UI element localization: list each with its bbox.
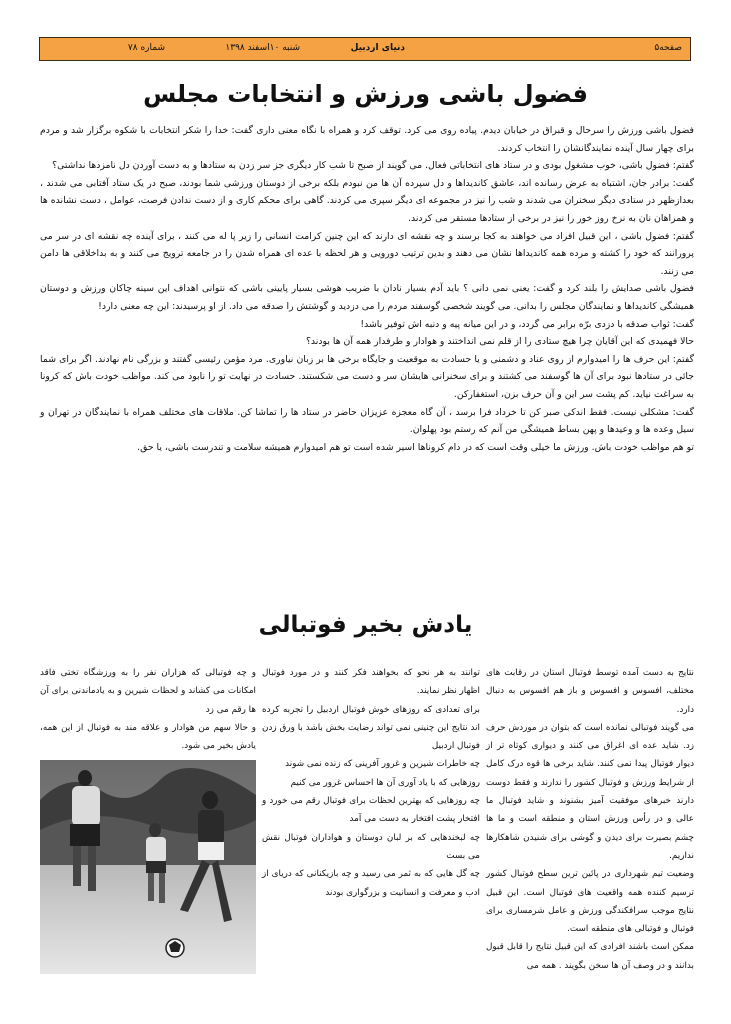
page-number: صفحه۵ bbox=[654, 43, 682, 53]
page-header bbox=[39, 37, 691, 61]
issue-date: شنبه ۱۰اسفند ۱۳۹۸ bbox=[225, 43, 300, 53]
paragraph: نتایج به دست آمده توسط فوتبال استان در رقابت های مختلف، افسوس و افسوس و باز هم افسوس به دنبال دارد. bbox=[486, 668, 694, 715]
paragraph: و حالا سهم من هوادار و علاقه مند به فوتبال از این همه، یادش بخیر می شود. bbox=[40, 722, 256, 752]
issue-number: شماره ۷۸ bbox=[127, 43, 165, 53]
paragraph: فضول باشی صدایش را بلند کرد و گفت: یعنی نمی دانی ؟ باید آدم بسیار نادان با ضریب هوشی بسیار پایینی باشی که نتوانی اهداف این سینه چاکان ورزش و دوستان همیشگی کاندیداها و نمایندگان مجلس را بدانی. می گویند شخصی گوسفند مردم را می دزدید و گوشتش را صدقه می داد. از او پرسیدند: این چه معنی دارد! bbox=[40, 283, 694, 312]
paragraph: برای تعدادی که روزهای خوش فوتبال اردبیل را تجربه کرده اند نتایج این چنینی نمی تواند رضایت بخش باشد با ورق زدن فوتبال اردبیل bbox=[262, 704, 480, 752]
article-title: یادش بخیر فوتبالی bbox=[258, 612, 473, 638]
football-photo-icon bbox=[40, 760, 256, 974]
paragraph: وضعیت تیم شهرداری در پائین ترین سطح فوتبال کشور ترسیم کننده همه واقعیت های فوتبال است. این قبیل نتایج موجب سرافکندگی ورزش و عامل شرمساری برای فوتبال و فوتبالی های منطقه است. bbox=[486, 869, 694, 935]
paragraph: چه لبخندهایی که بر لبان دوستان و هواداران فوتبال نقش می بست bbox=[262, 832, 480, 861]
paragraph: روزهایی که با یاد آوری آن ها احساس غرور می کنیم bbox=[290, 777, 480, 788]
paragraph: تو هم مواظب خودت باش. ورزش ما خیلی وقت است که در دام کروناها اسیر شده است تو هم امیدوارم همیشه سلامت و تندرست باشی، یا حق. bbox=[137, 441, 694, 453]
column-middle bbox=[262, 664, 480, 902]
paragraph: گفت: ثواب صدقه با دزدی برّه برابر می گردد، و در این میانه پیه و دنبه اش توفیر باشد! bbox=[360, 318, 694, 330]
paragraph: گفتم: فضول باشی، خوب مشغول بودی و در ستاد های انتخاباتی فعال. می گویند از صبح تا شب کار دیگری جز سر زدن به ستادها و به دست آوردن دل نامزدها نداشتی؟ bbox=[52, 160, 694, 172]
paragraph: چه گل هایی که به ثمر می رسید و چه بازیکنانی که دریای از ادب و معرفت و انسانیت و بزرگواری بودند bbox=[262, 869, 480, 898]
paragraph: می گویند فوتبالی نمانده است که بتوان در موردش حرف زد. شاید عده ای اغراق می کنند و دیواری کوتاه تر از دیوار فوتبال پیدا نمی کنند. شاید برخی ها قوه درک کامل از شرایط ورزش و فوتبال کشور را ندارند و فقط دوست دارند خبرهای موفقیت آمیز بشنوند و شاید فوتبال ما عالی و در رأس ورزش استان و منطقه است و ما ها چشم بصیرت برای دیدن و گوشی برای شنیدن شاهکارها نداریم. bbox=[486, 722, 694, 861]
paragraph: گفت: مشکلی نیست. فقط اندکی صبر کن تا خرداد فرا برسد ، آن گاه معجزه عزیزان حاضر در ستاد ها را تماشا کن. ملاقات های مختلف همراه با نمایندگان در تهران و سیل وعده ها و وعیدها و پهن بساط همیشگی من آنم که رستم بود پهلوان. bbox=[40, 406, 694, 436]
paragraph: حالا فهمیدی که این آقایان چرا هیچ ستادی را از قلم نمی انداختند و هوادار و طرفدار همه آن ها بودند؟ bbox=[305, 336, 694, 348]
paragraph: و چه فوتبالی که هزاران نفر را به ورزشگاه تختی فاقد امکانات می کشاند و لحظات شیرین و به یادماندنی برای آن ها رقم می زد bbox=[40, 668, 256, 715]
paragraph: چه روزهایی که بهترین لحظات برای فوتبال رقم می خورد و افتخار پشت افتخار به دست می آمد bbox=[262, 796, 480, 825]
publication-name: دنیای اردبیل bbox=[350, 43, 405, 53]
article-body bbox=[40, 122, 694, 456]
paragraph: فضول باشی ورزش را سرحال و قبراق در خیابان دیدم. پیاده روی می کرد. توقف کرد و همراه با نگاه معنی داری گفت: خدا را شکر انتخابات با شکوه برگزار شد و مردم برای چهار سال آینده نمایندگانشان را انتخاب کردند. bbox=[40, 125, 694, 154]
paragraph: گفتم: فضول باشی ، این قبیل افراد می خواهند به کجا برسند و چه نقشه ای دارند که این چنین کرامت انسانی را زیر پا له می کنند ، برای آینده چه نقشه ای در سر می پرورانند که خود را کشته و مرده همه کاندیداها نشان می دهند و بدین ترتیب دورویی و هر لحظه با عده ای همراه شدن را در جامعه ترویج می کنند و به بداخلاقی ها دامن می زنند. bbox=[40, 230, 694, 277]
paragraph: چه خاطرات شیرین و غرور آفرینی که زنده نمی شوند bbox=[285, 759, 480, 770]
column-right bbox=[486, 664, 694, 975]
column-left bbox=[40, 664, 256, 755]
paragraph: توانند به هر نحو که بخواهند فکر کنند و در مورد فوتبال اظهار نظر نمایند. bbox=[262, 668, 480, 697]
paragraph: گفت: برادر جان، اشتباه به عرض رسانده اند، عاشق کاندیداها و دل سپرده آن ها من نبودم بلکه برخی از دوستان ورزشی شما بودند، صبح در یک ستاد آفتابی می شدند ، بعدازظهر در ستادی دیگر سخنران می شدند و شب را نیز در مجموعه ای دیگر سپری می کردند. گاهی برای محکم کاری و از دست ندادن فرصت، عوامل ، دست نشانده ها و همراهان نان به نرخ روز خور را نیز در برخی از ستادها مستقر می کردند. bbox=[40, 177, 694, 224]
article-title: فضول باشی ورزش و انتخابات مجلس bbox=[143, 80, 588, 108]
paragraph: گفتم: این حرف ها را امیدوارم از روی عناد و دشمنی و یا حسادت به موقعیت و جایگاه برخی ها بر زبان نیاوری. مرد مؤمن رئیسی گفتند و بزرگی نام نهادند. اگر برای شما جائی در ستادها نبود برای آن ها گوسفند می کشتند و برای سخنرانی هایشان سر و دست می شکستند. حسادت در نهایت تو را نابود می کند. مواظب خودت باش که کرونا به سراغت نیاید. کم پشت سر این و آن حرف بزن، استغفارکن. bbox=[40, 353, 694, 400]
paragraph: ممکن است باشند افرادی که این قبیل نتایج را قابل قبول بدانند و در وصف آن ها سخن بگویند . همه می bbox=[486, 942, 694, 971]
